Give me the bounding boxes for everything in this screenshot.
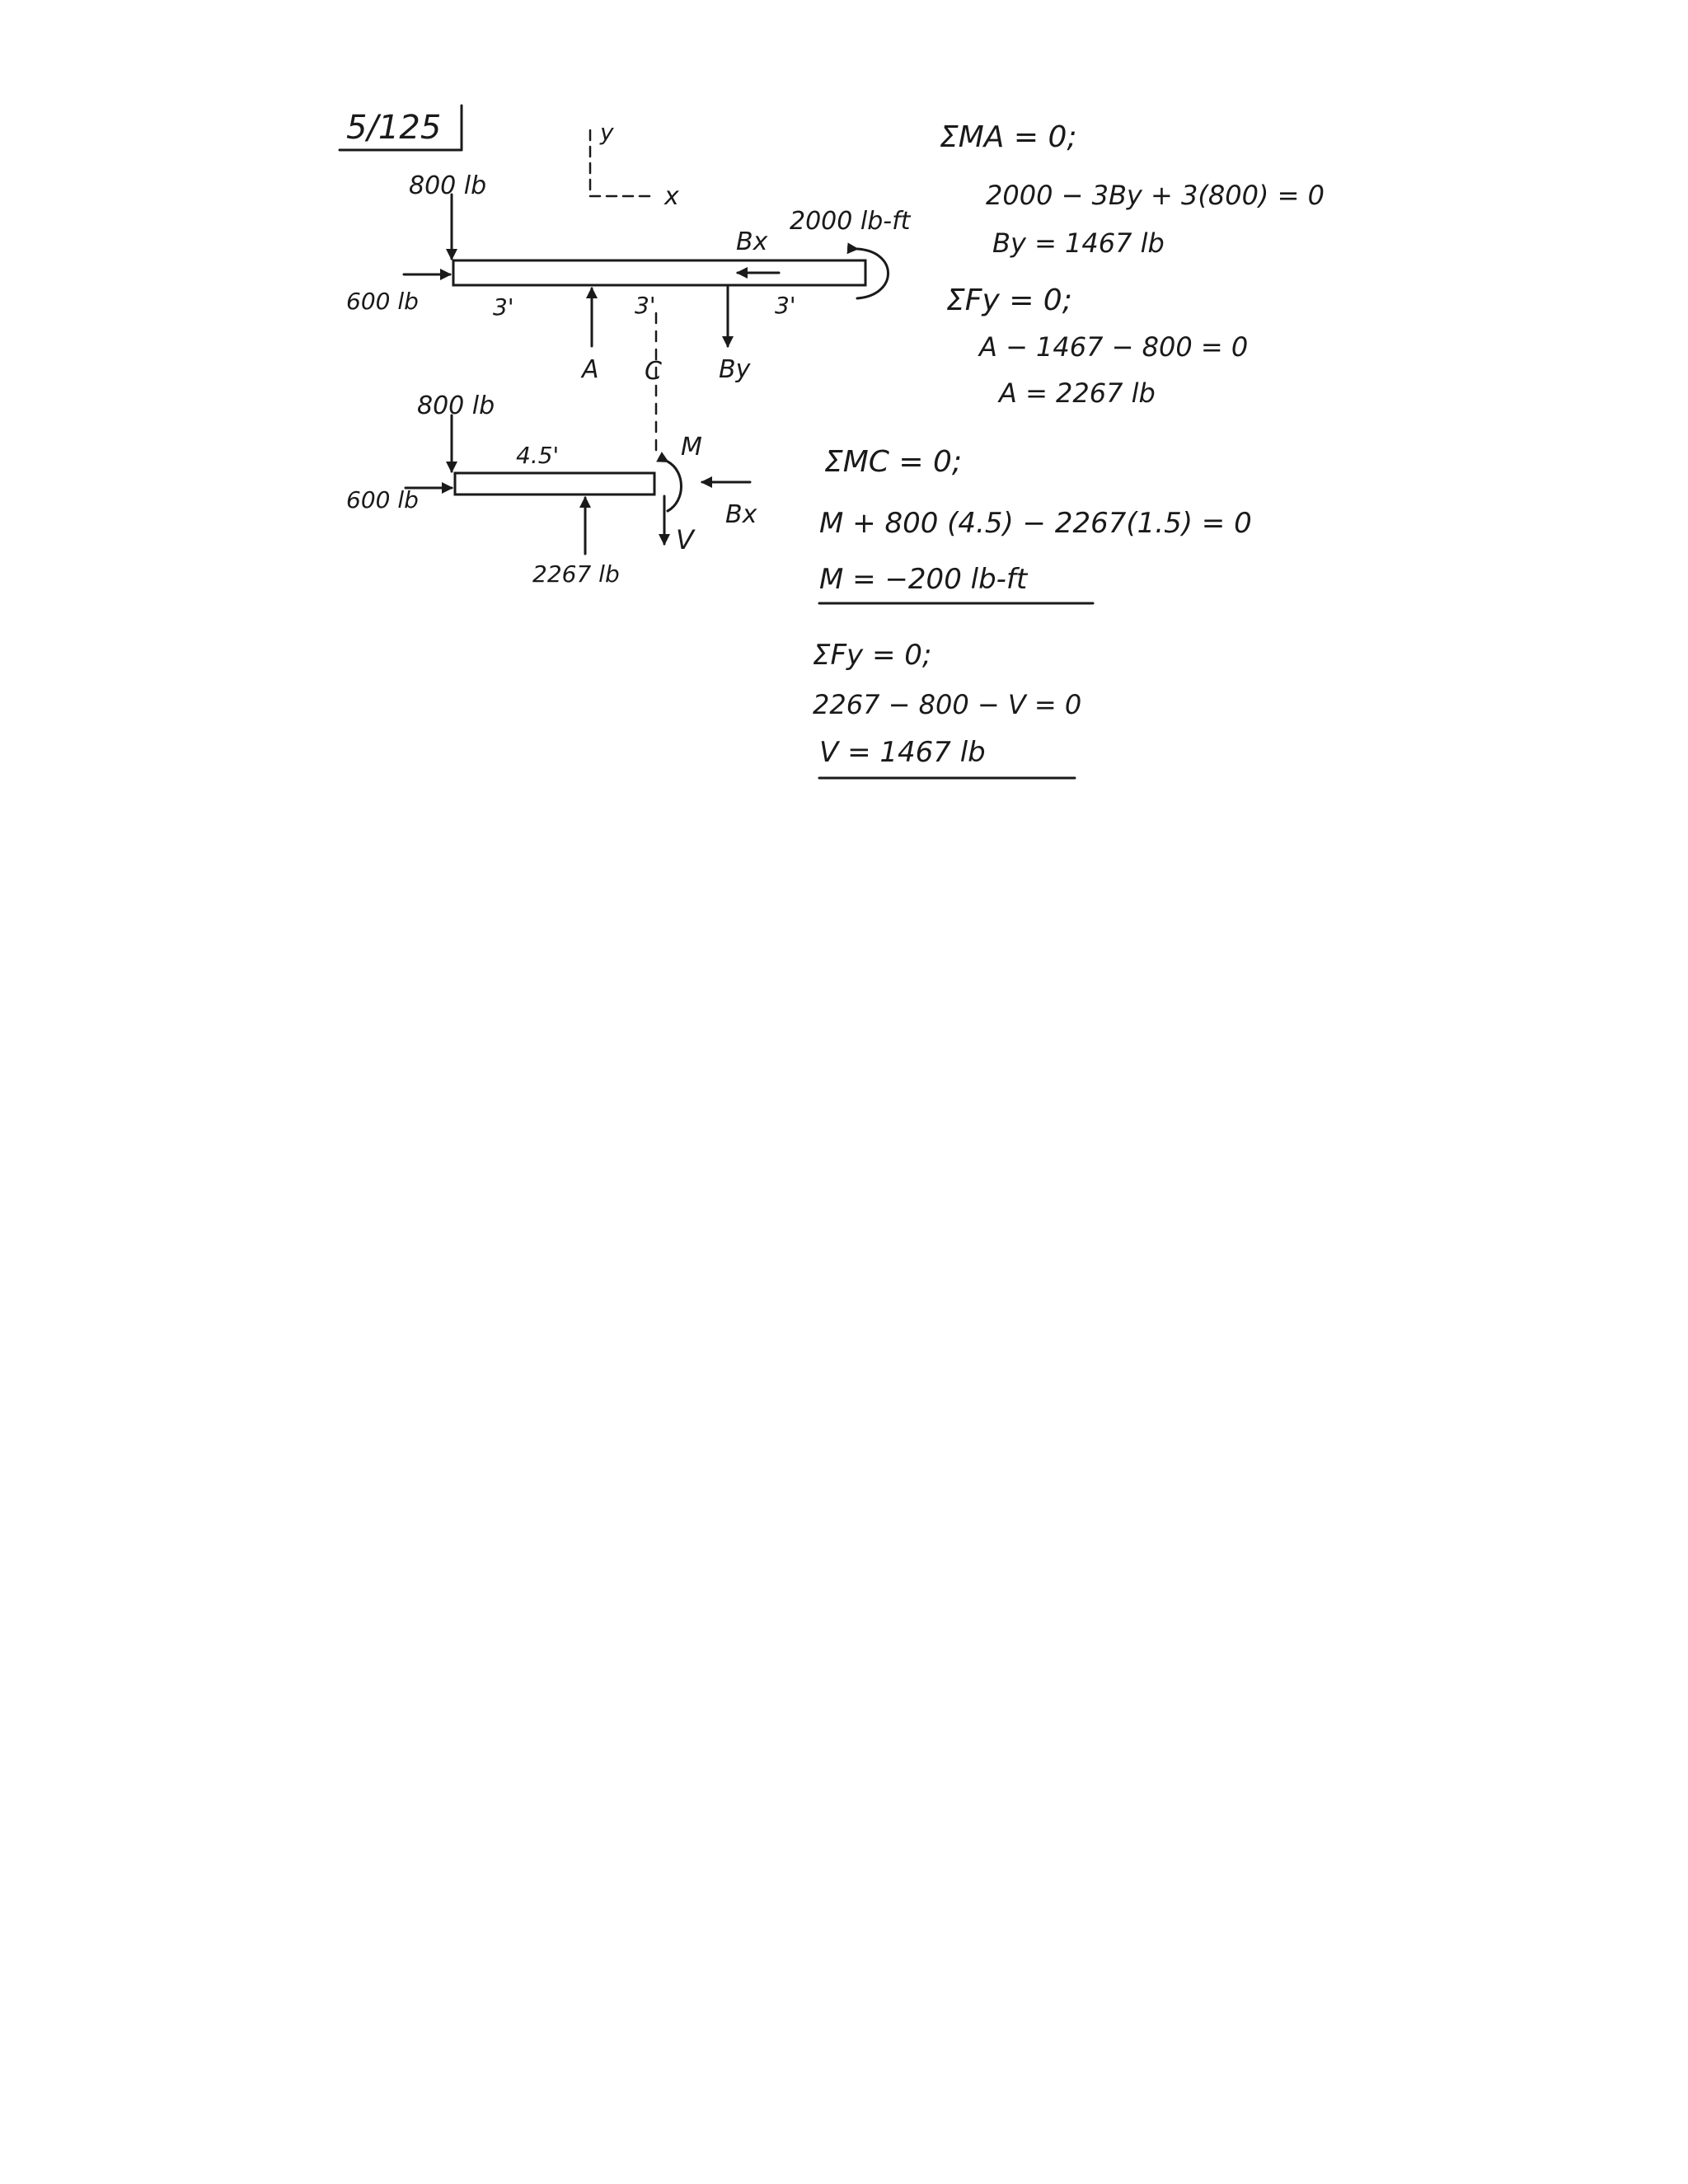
moment-m-arrow	[668, 462, 682, 511]
eq1-line1: ΣMA = 0;	[940, 120, 1077, 154]
by-label: By	[719, 355, 751, 384]
couple-arrow	[857, 249, 889, 298]
x-axis-label: x	[664, 182, 679, 211]
y-axis-label: y	[600, 119, 614, 146]
equation-block-3	[819, 445, 1252, 603]
eq3-line1: ΣMC = 0;	[824, 445, 963, 479]
section-bx-label: Bx	[725, 500, 757, 529]
eq2-line2: A − 1467 − 800 = 0	[979, 331, 1249, 363]
section-load-600-label: 600 lb	[346, 486, 419, 513]
dim-2-label: 3'	[635, 292, 656, 319]
shear-v-label: V	[676, 524, 694, 555]
eq4-line2: 2267 − 800 − V = 0	[813, 689, 1082, 720]
equation-block-1	[940, 120, 1325, 259]
bx-label: Bx	[736, 227, 768, 256]
eq3-line2: M + 800 (4.5) − 2267(1.5) = 0	[819, 507, 1252, 540]
eq2-line3: A = 2267 lb	[999, 377, 1156, 409]
problem-number-text: 5/125	[346, 109, 442, 147]
dim-3-label: 3'	[775, 292, 796, 319]
section-load-800-label: 800 lb	[417, 391, 495, 420]
eq2-line1: ΣFy = 0;	[946, 284, 1072, 317]
moment-m-label: M	[681, 433, 702, 462]
fbd-section	[346, 391, 757, 588]
eq4-line1: ΣFy = 0;	[813, 639, 932, 672]
section-dim-label: 4.5'	[516, 442, 560, 469]
load-800-label: 800 lb	[409, 171, 487, 200]
eq1-line2: 2000 − 3By + 3(800) = 0	[986, 180, 1325, 211]
coordinate-axes	[590, 119, 679, 211]
eq3-line3: M = −200 lb-ft	[819, 563, 1028, 596]
section-reaction-label: 2267 lb	[532, 560, 620, 588]
equation-block-2	[946, 284, 1248, 409]
a-label: A	[582, 355, 599, 384]
section-body	[455, 473, 654, 494]
problem-number	[340, 105, 462, 150]
couple-label: 2000 lb-ft	[790, 207, 911, 236]
equation-block-4	[813, 639, 1081, 778]
eq4-line3: V = 1467 lb	[819, 736, 986, 769]
eq1-line3: By = 1467 lb	[992, 227, 1165, 259]
dim-1-label: 3'	[493, 293, 514, 321]
load-600-label: 600 lb	[346, 288, 419, 315]
beam-body	[453, 260, 865, 285]
c-label: C	[645, 357, 662, 386]
